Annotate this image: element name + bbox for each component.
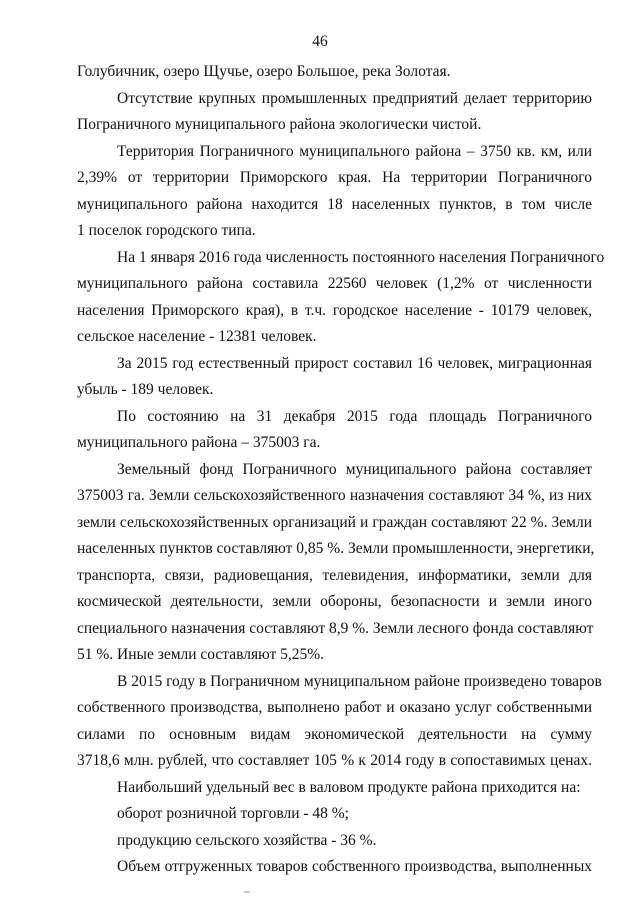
text-line: Голубичник, озеро Щучье, озеро Большое, река Золотая.	[77, 63, 451, 80]
text-line: населения Приморского края), в т.ч. городское население - 10179 человек,	[77, 301, 592, 319]
text-line: Земельный фонд Пограничного муниципального района составляет	[117, 460, 592, 478]
text-line: убыль - 189 человек.	[77, 381, 214, 398]
text-line: Пограничного муниципального района экологически чистой.	[77, 116, 482, 133]
text-line: населенных пунктов составляют 0,85 %. Земли промышленности, энергетики,	[77, 540, 595, 557]
text-line: На 1 января 2016 года численность постоянного населения Пограничного	[117, 248, 605, 266]
text-line: космической деятельности, земли обороны, безопасности и земли иного	[77, 593, 592, 610]
text-line: Отсутствие крупных промышленных предприятий делает территорию	[117, 89, 592, 107]
text-line: муниципального района находится 18 населенных пунктов, в том числе	[77, 195, 592, 213]
text-line: 375003 га. Земли сельскохозяйственного назначения составляют 34 %, из них	[77, 487, 592, 504]
text-line: транспорта, связи, радиовещания, телевидения, информатики, земли для	[77, 566, 592, 584]
page-number: 46	[312, 33, 328, 50]
text-line: муниципального района составила 22560 человек (1,2% от численности	[77, 275, 592, 292]
text-line: специального назначения составляют 8,9 %. Земли лесного фонда составляют	[77, 619, 594, 637]
text-line: 3718,6 млн. рублей, что составляет 105 % к 2014 году в сопоставимых ценах.	[77, 752, 592, 769]
text-line: силами по основным видам экономической деятельности на сумму	[77, 725, 592, 743]
text-line: продукцию сельского хозяйства - 36 %.	[117, 831, 377, 849]
text-line: оборот розничной торговли - 48 %;	[117, 805, 349, 822]
text-line: земли сельскохозяйственных организаций и граждан составляют 22 %. Земли	[77, 513, 592, 531]
text-line: 51 %. Иные земли составляют 5,25%.	[77, 646, 325, 663]
text-line: Наибольший удельный вес в валовом продукте района приходится на:	[117, 778, 581, 796]
text-line: Территория Пограничного муниципального района – 3750 кв. км, или	[117, 142, 592, 160]
text-line: Объем отгруженных товаров собственного производства, выполненных	[117, 858, 592, 875]
body-text	[77, 59, 605, 881]
text-line: собственного производства, выполнено работ и оказано услуг собственными	[77, 699, 592, 716]
text-line: 1 поселок городского типа.	[77, 222, 256, 239]
text-line: За 2015 год естественный прирост составил 16 человек, миграционная	[117, 354, 592, 372]
scan-artifact	[244, 891, 250, 893]
text-line: По состоянию на 31 декабря 2015 года площадь Пограничного	[117, 407, 592, 425]
text-line: сельское население - 12381 человек.	[77, 328, 317, 345]
text-line: 2,39% от территории Приморского края. На территории Пограничного	[77, 169, 592, 186]
text-line: В 2015 году в Пограничном муниципальном районе произведено товаров	[117, 672, 602, 690]
text-line: муниципального района – 375003 га.	[77, 434, 321, 451]
